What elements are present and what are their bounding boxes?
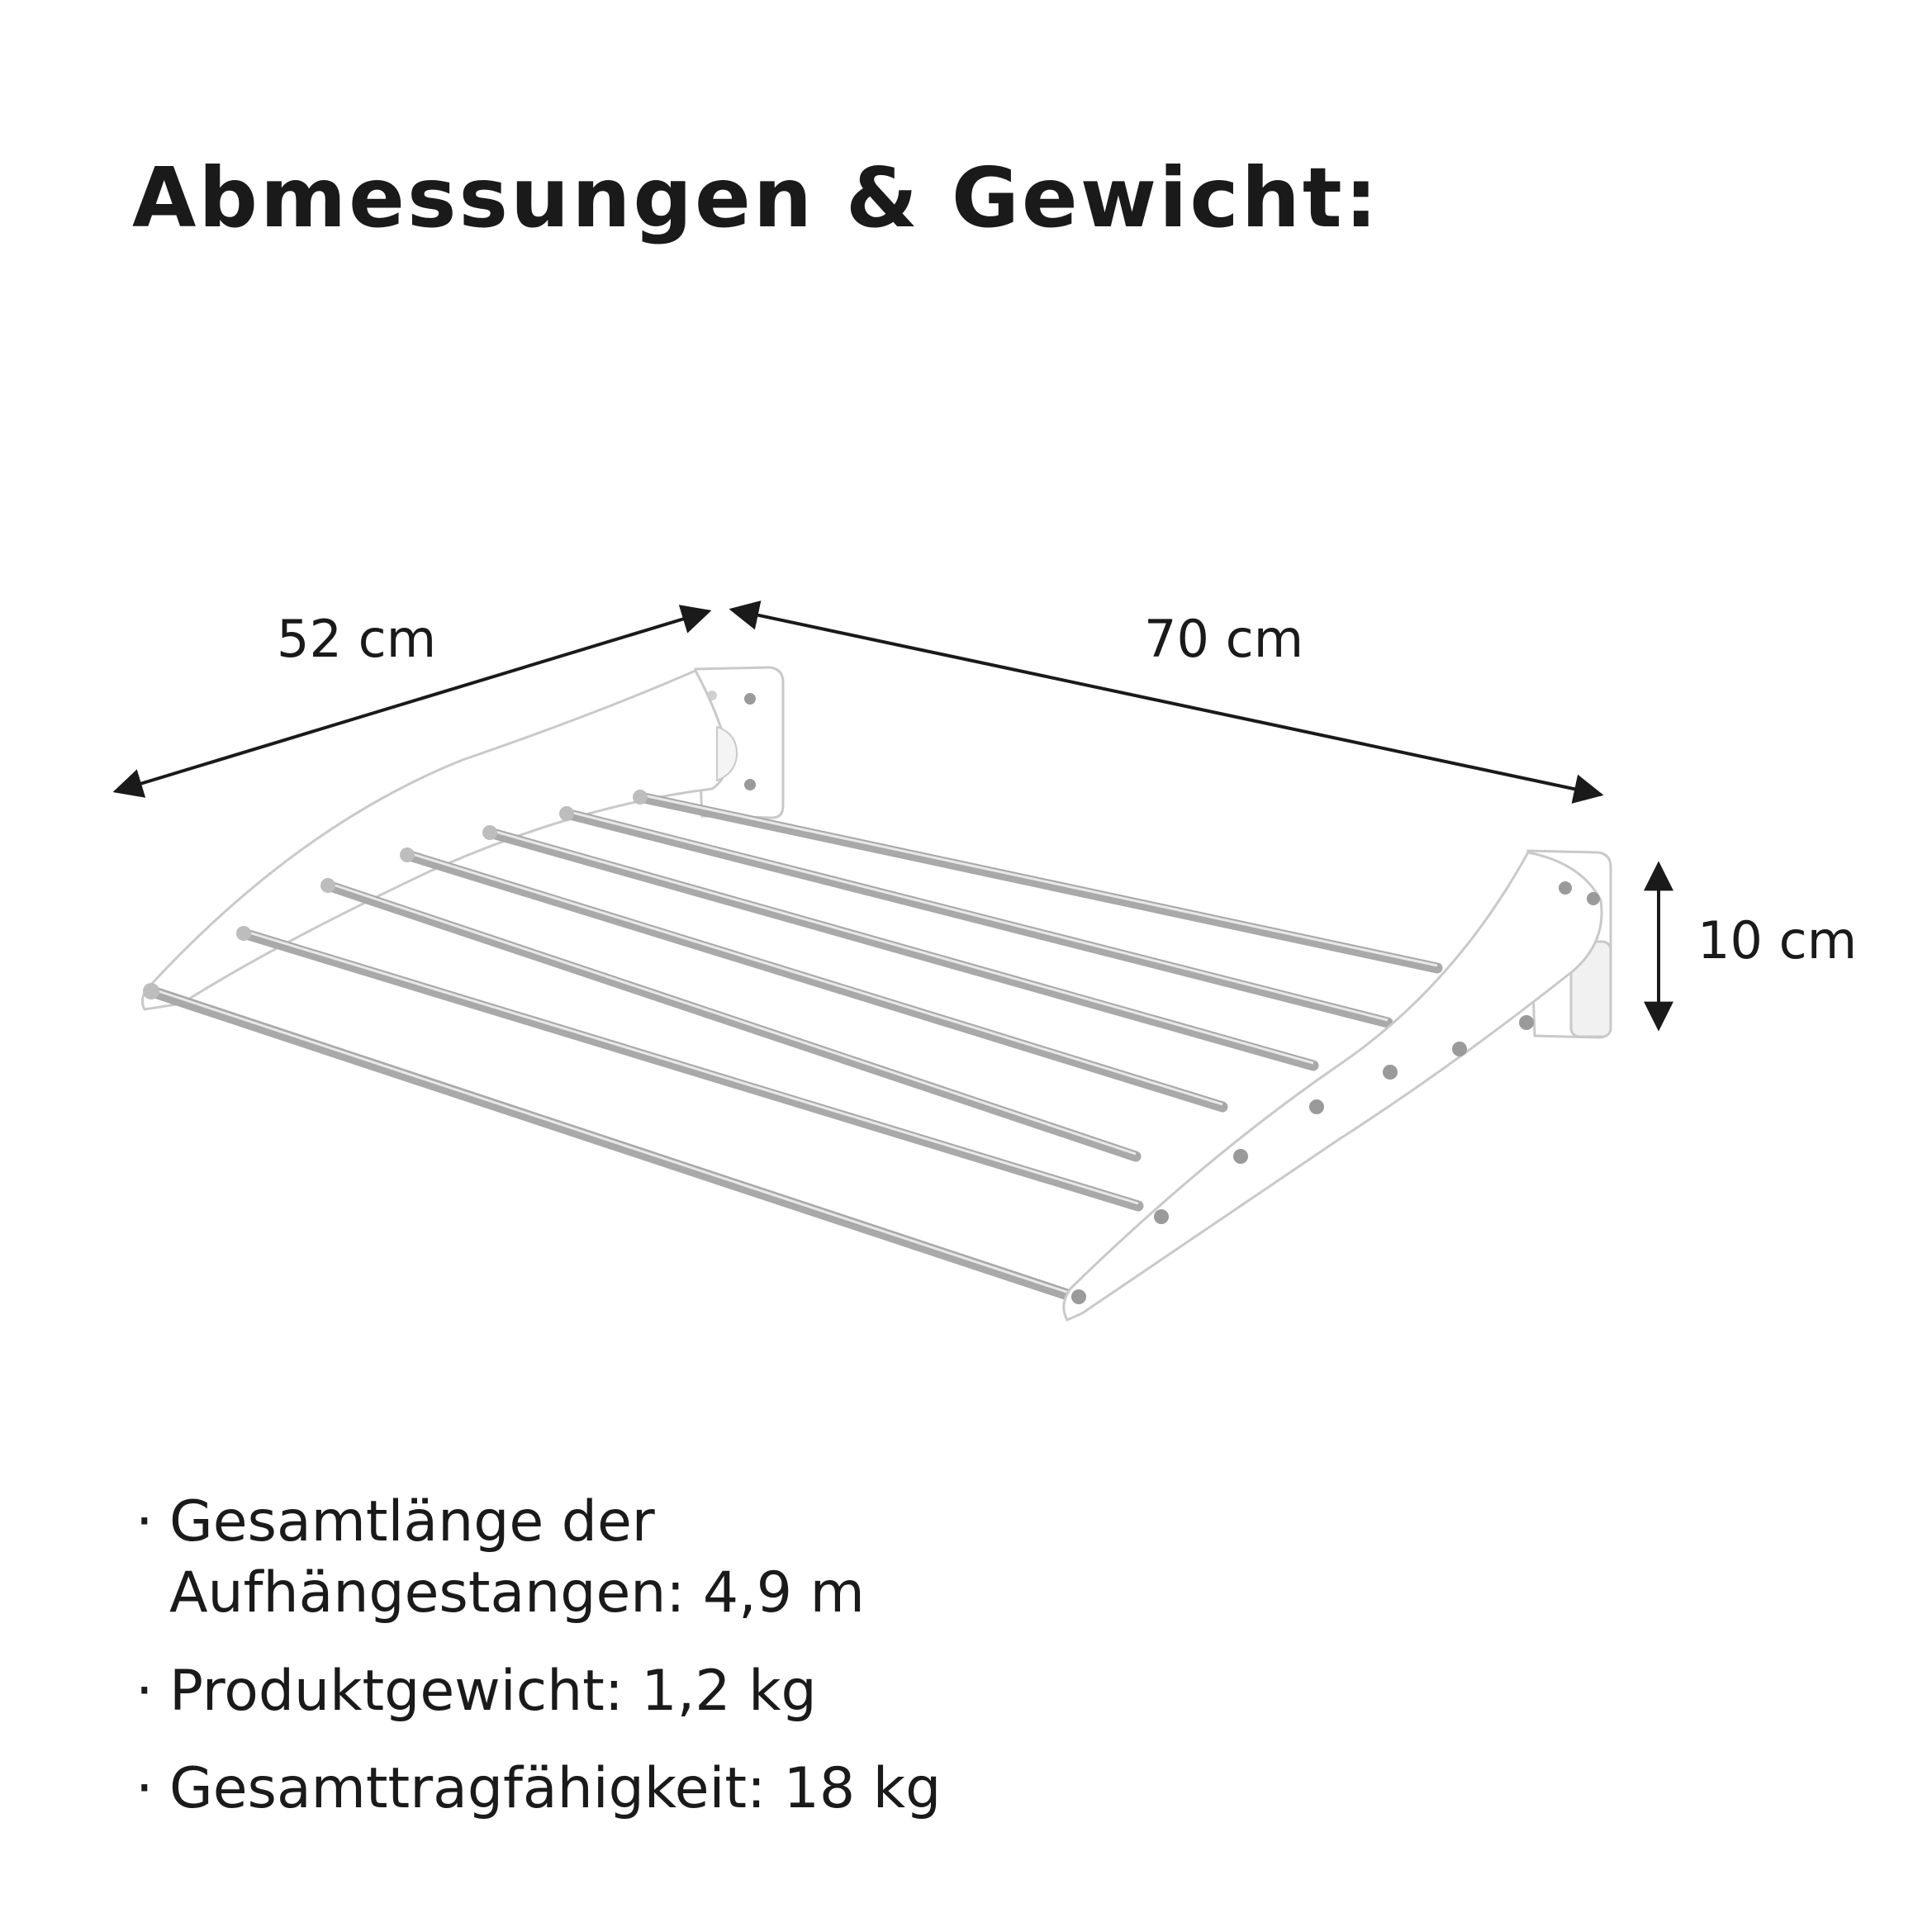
page-title: Abmessungen & Gewicht: [132,150,1380,246]
rod-cap [236,926,251,941]
rod-highlight [640,795,1437,966]
screw [1383,1065,1398,1080]
spec-text: Aufhängestangen: 4,9 m [169,1560,865,1626]
rod [567,814,1388,1023]
spec-item-load-capacity [132,1754,941,1825]
height-label: 10 cm [1697,910,1858,971]
bullet-dot: · [135,1658,154,1724]
screw [1519,1015,1534,1030]
spec-list [132,1487,941,1851]
depth-label: 52 cm [277,609,437,669]
spec-text: Produktgewicht: 1,2 kg [169,1658,817,1724]
rod-cap [320,878,335,893]
rod [640,797,1437,968]
screw [1452,1042,1467,1056]
screw [1559,881,1572,895]
left-arm-bracket [142,671,727,1009]
left-plate-screw [744,779,756,790]
screw [1071,1289,1086,1304]
rod-highlight [407,852,1222,1104]
rod-highlight [490,830,1313,1063]
spec-item-weight [132,1656,941,1727]
rod-cap [143,983,159,999]
rod [490,833,1313,1066]
screw [1587,892,1600,905]
screw [1154,1209,1169,1224]
rod-highlight [567,811,1388,1020]
width-label: 70 cm [1144,609,1304,669]
rod-cap [633,790,648,805]
bullet-dot: · [135,1489,154,1555]
spec-text: Gesamtlänge der [169,1489,655,1555]
rod-cap [482,825,497,840]
screw [1309,1099,1324,1114]
bullet-dot: · [135,1756,154,1822]
left-plate-screw [744,693,756,705]
spec-text: Gesamttragfähigkeit: 18 kg [169,1756,942,1822]
rod-cap [400,847,415,862]
screw [1233,1149,1248,1164]
spec-item-rod-length [132,1487,941,1630]
rod-cap [559,806,574,821]
